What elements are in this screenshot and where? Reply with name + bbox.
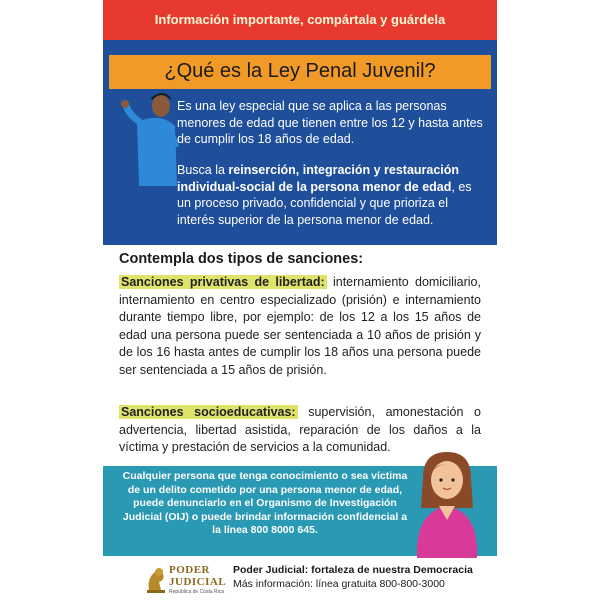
footer-info-line: Más información: línea gratuita 800-800-3000 bbox=[233, 578, 445, 590]
privative-label: Sanciones privativas de libertad: bbox=[121, 275, 325, 289]
privative-sanctions bbox=[119, 274, 481, 379]
title-bar bbox=[109, 55, 491, 89]
intro-p2-tail: , es un proceso privado, confidencial y que prioriza el interés superior de la persona menor de edad. bbox=[177, 179, 472, 227]
notice-text: Cualquier persona que tenga conocimiento o sea víctima de un delito cometido por una persona menor de edad, puede denunciarlo en el Organismo de Investigación Judicial (OIJ) o puede brindar información confidencial a la línea 800 8000 645. bbox=[122, 470, 408, 536]
poder-judicial-logo bbox=[145, 564, 227, 596]
page-title: ¿Qué es la Ley Penal Juvenil? bbox=[164, 60, 436, 82]
logo-word-poder: PODER bbox=[169, 564, 210, 576]
logo-word-judicial: JUDICIAL bbox=[169, 576, 227, 588]
lion-emblem-icon bbox=[145, 564, 167, 594]
intro-p2-lead: Busca la bbox=[177, 163, 229, 177]
footer-slogan: Poder Judicial: fortaleza de nuestra Democracia bbox=[233, 564, 473, 576]
socio-text: supervisión, amonestación o advertencia, libertad asistida, reparación de los daños a la víctima y prestación de servicios a la comunidad. bbox=[119, 405, 481, 454]
privative-text: internamiento domiciliario, internamiento en centro especializado (prisión) e internamiento durante tiempo libre, por ejemplo: de los 12 a los 15 años de edad una persona puede ser sentenciada a 10 años de prisión y de los 16 hasta antes de cumplir los 18 años una persona puede ser sentenciada a 15 años de prisión. bbox=[119, 275, 481, 377]
intro-paragraph-1: Es una ley especial que se aplica a las personas menores de edad que tienen entre los 12 y hasta antes de cumplir los 18 años de edad. bbox=[177, 99, 483, 146]
boy-illustration bbox=[117, 86, 181, 186]
girl-illustration bbox=[403, 448, 489, 558]
intro-p2-bold: reinserción, integración y restauración individual-social de la persona menor de edad bbox=[177, 163, 460, 194]
poster bbox=[103, 0, 497, 600]
socio-label: Sanciones socioeducativas: bbox=[121, 405, 296, 419]
banner-text: Información importante, compártala y guárdela bbox=[154, 12, 446, 27]
top-banner bbox=[103, 0, 497, 40]
sanctions-heading: Contempla dos tipos de sanciones: bbox=[119, 251, 364, 267]
logo-subtitle: República de Costa Rica bbox=[169, 589, 225, 595]
intro-paragraph-2 bbox=[177, 162, 485, 228]
